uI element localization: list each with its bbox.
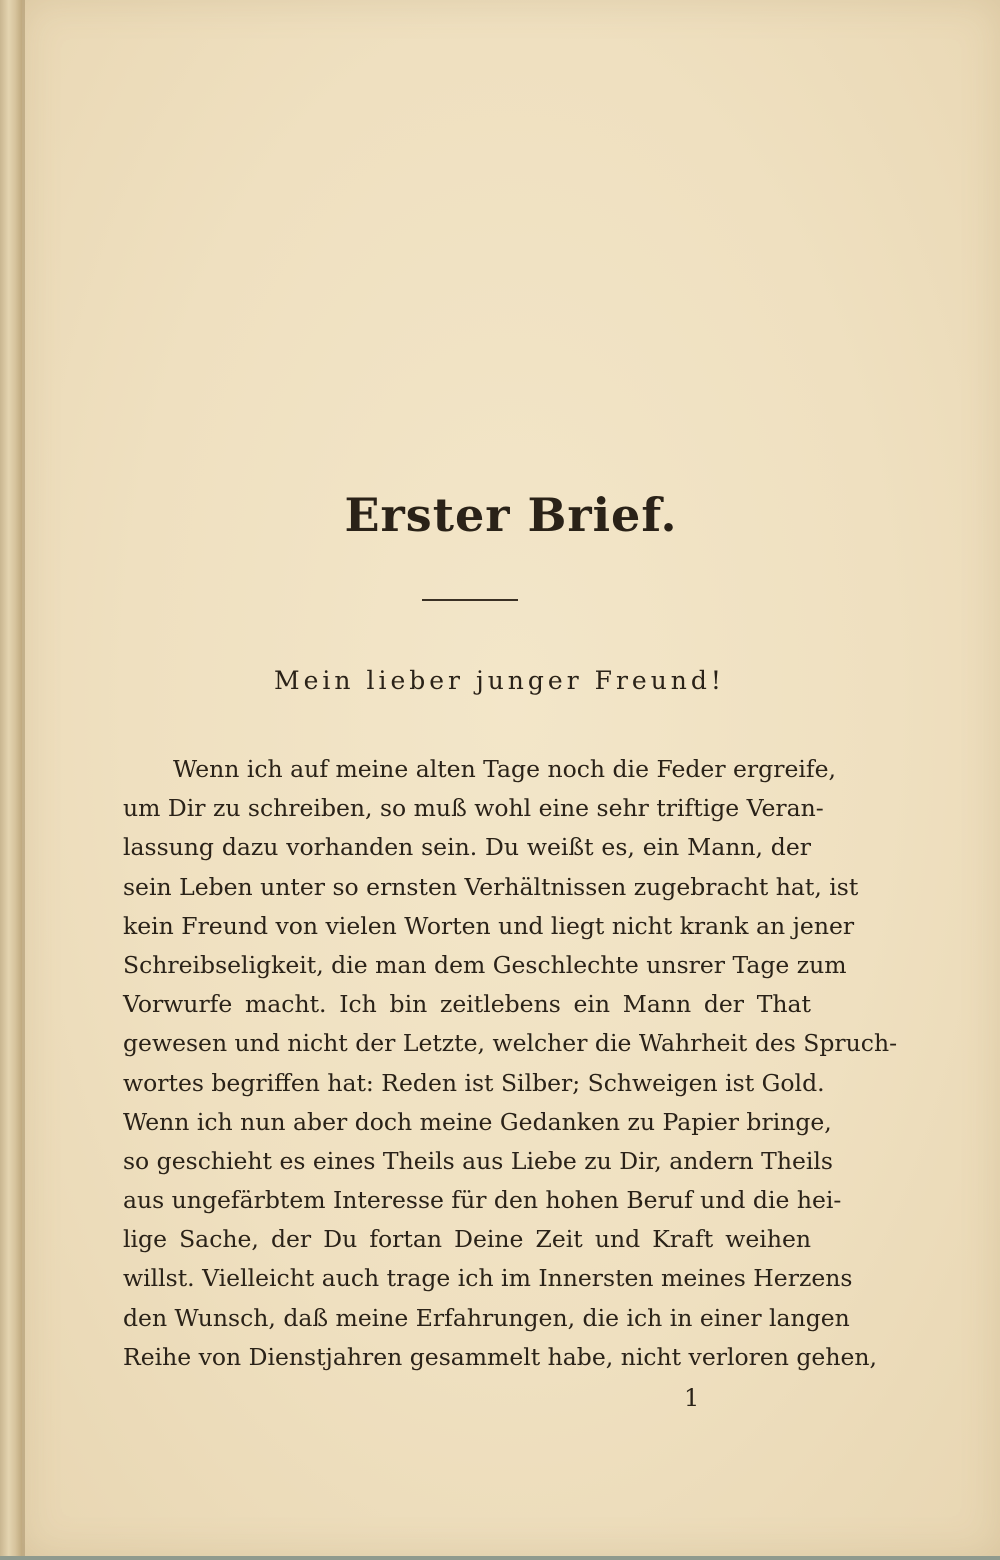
text-line: kein Freund von vielen Worten und liegt nicht krank an jener <box>123 911 855 940</box>
binding-line <box>22 0 25 1556</box>
text-line: Schreibseligkeit, die man dem Geschlechte unsrer Tage zum <box>123 950 847 979</box>
text-line: um Dir zu schreiben, so muß wohl eine sehr triftige Veran- <box>123 794 824 823</box>
text-line: Reihe von Dienstjahren gesammelt habe, nicht verloren gehen, <box>123 1342 877 1371</box>
text-line: willst. Vielleicht auch trage ich im Innersten meines Herzens <box>123 1264 853 1293</box>
text-line: den Wunsch, daß meine Erfahrungen, die ich in einer langen <box>123 1303 850 1332</box>
text-line: aus ungefärbtem Interesse für den hohen Beruf und die hei- <box>123 1186 842 1215</box>
salutation: Mein lieber junger Freund! <box>274 666 725 695</box>
text-line: lige Sache, der Du fortan Deine Zeit und Kraft weihen <box>123 1225 811 1254</box>
text-line: lassung dazu vorhanden sein. Du weißt es, ein Mann, der <box>123 833 811 862</box>
text-line: gewesen und nicht der Letzte, welcher die Wahrheit des Spruch- <box>123 1029 898 1058</box>
letter-body <box>123 750 898 1377</box>
page-number: 1 <box>684 1384 700 1412</box>
bottom-edge <box>0 1556 1000 1560</box>
text-line: Wenn ich nun aber doch meine Gedanken zu Papier bringe, <box>123 1107 832 1136</box>
text-line: Wenn ich auf meine alten Tage noch die Feder ergreife, <box>173 755 836 783</box>
text-line: so geschieht es eines Theils aus Liebe zu Dir, andern Theils <box>123 1146 833 1175</box>
text-line: Vorwurfe macht. Ich bin zeitlebens ein Mann der That <box>123 990 811 1019</box>
binding-edge <box>0 0 22 1560</box>
chapter-title: Erster Brief. <box>344 488 678 542</box>
text-line: sein Leben unter so ernsten Verhältnissen zugebracht hat, ist <box>123 872 859 901</box>
text-line: wortes begriffen hat: Reden ist Silber; Schweigen ist Gold. <box>123 1068 825 1097</box>
title-divider <box>422 599 518 601</box>
